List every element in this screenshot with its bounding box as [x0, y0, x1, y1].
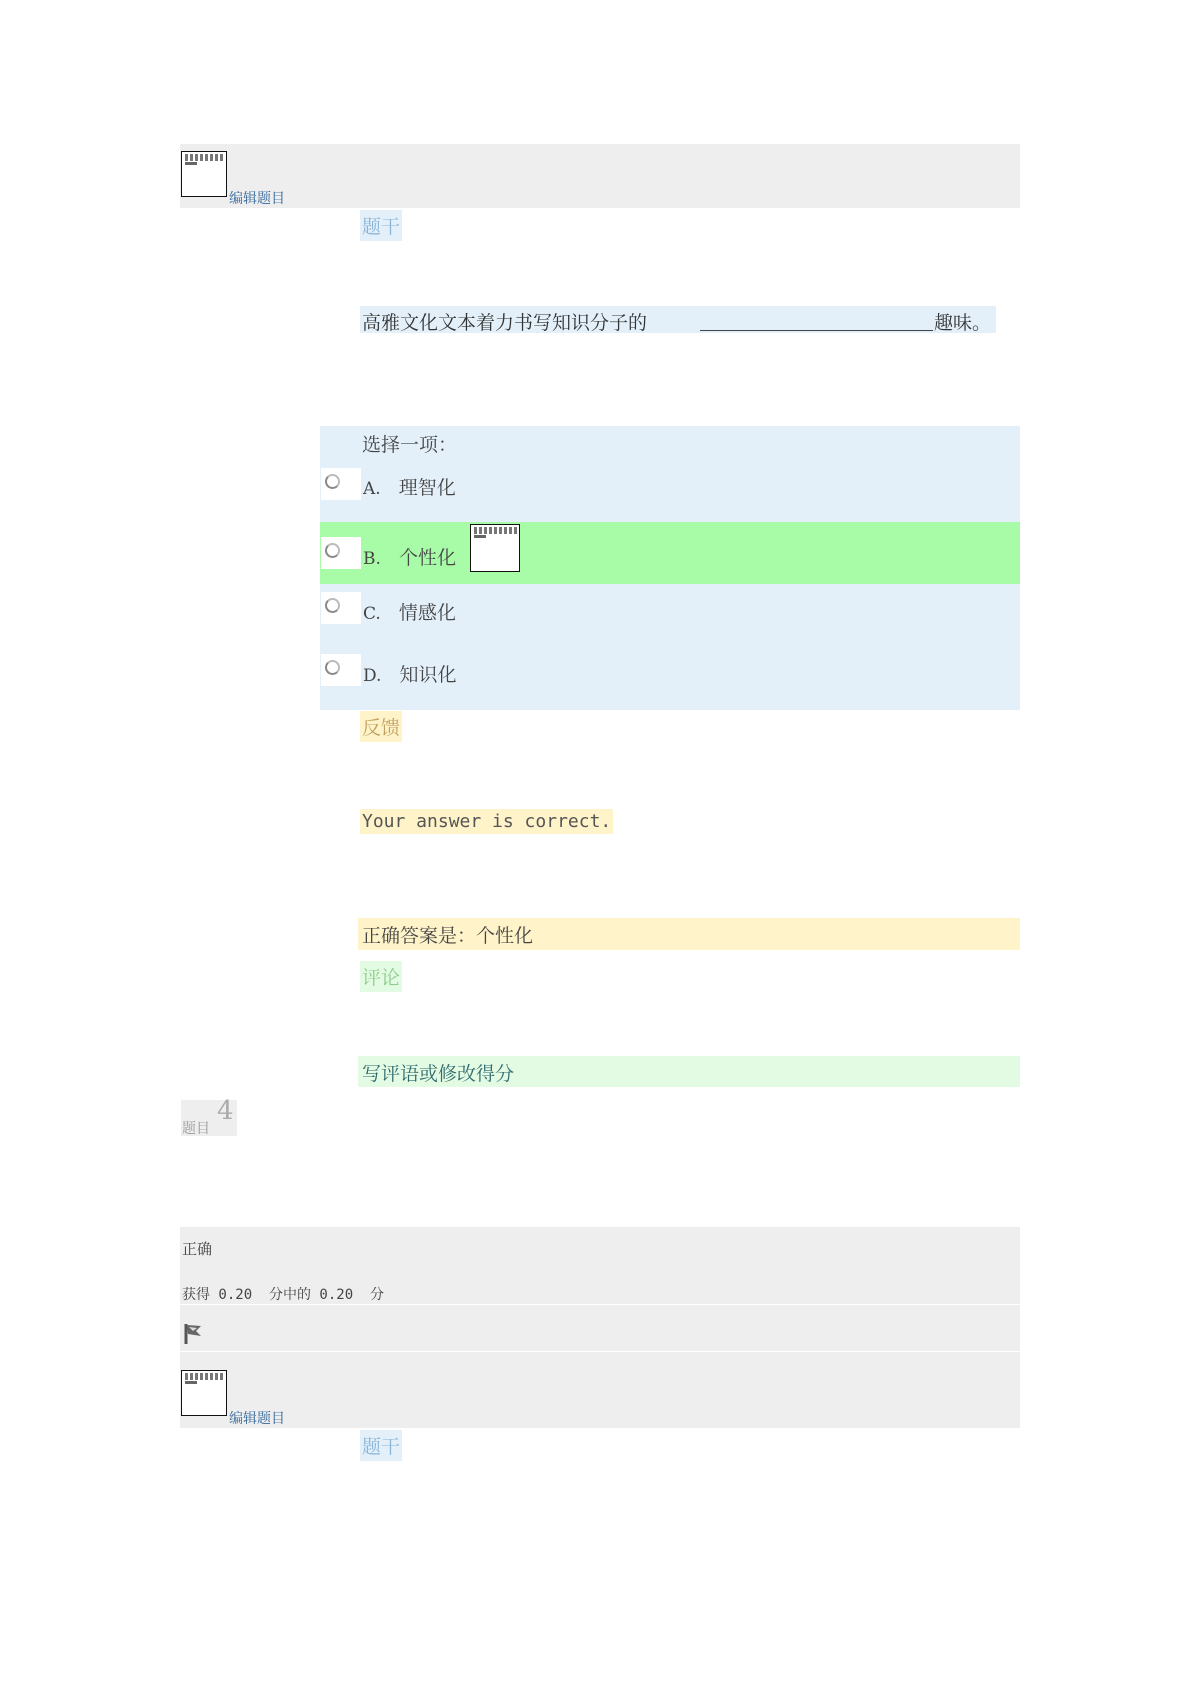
edit-question-link[interactable]: 编辑题目	[229, 191, 285, 207]
choose-prompt: 选择一项：	[362, 434, 458, 456]
question-text-suffix: 趣味。	[934, 312, 992, 334]
radio-circle-icon	[325, 474, 340, 489]
edit-question-link[interactable]: 编辑题目	[229, 1411, 285, 1427]
stem-label: 题干	[360, 1430, 402, 1461]
feedback-label: 反馈	[360, 711, 402, 742]
stem-label: 题干	[360, 210, 402, 241]
question-text-prefix: 高雅文化文本着力书写知识分子的	[362, 312, 648, 334]
radio-circle-icon	[325, 598, 340, 613]
option-text: 个性化	[398, 547, 456, 569]
option-a-radio[interactable]	[321, 468, 361, 500]
option-d[interactable]	[363, 660, 457, 687]
option-a[interactable]	[363, 473, 456, 500]
option-text: 理智化	[398, 477, 456, 499]
flag-icon[interactable]	[184, 1323, 204, 1345]
question-number-box	[181, 1096, 237, 1137]
correct-answer	[358, 918, 1020, 950]
option-b[interactable]	[363, 543, 456, 570]
radio-circle-icon	[325, 660, 340, 675]
feedback-text: Your answer is correct.	[362, 811, 612, 832]
question-number-label: 题目	[182, 1121, 210, 1137]
option-c-radio[interactable]	[321, 592, 361, 624]
question-header-bar	[180, 1352, 1020, 1428]
option-letter: C.	[363, 604, 381, 624]
radio-circle-icon	[325, 543, 340, 558]
option-letter: A.	[363, 479, 381, 499]
comment-label: 评论	[360, 961, 402, 992]
edit-question-icon[interactable]	[181, 1370, 227, 1416]
comment-link[interactable]	[358, 1056, 1020, 1087]
question-status: 正确	[182, 1240, 213, 1258]
question-header-bar	[180, 144, 1020, 208]
edit-question-icon[interactable]	[181, 151, 227, 197]
correct-answer-text: 正确答案是：个性化	[362, 925, 534, 947]
comment-link-text[interactable]: 写评语或修改得分	[362, 1063, 515, 1085]
question-text	[360, 306, 996, 333]
option-letter: D.	[363, 666, 382, 686]
option-c[interactable]	[363, 598, 456, 625]
option-d-radio[interactable]	[321, 654, 361, 686]
question-number: 4	[217, 1096, 234, 1126]
option-b-radio[interactable]	[321, 537, 361, 569]
blank-line	[700, 330, 933, 331]
flag-bar	[180, 1305, 1020, 1351]
correct-mark-icon	[470, 524, 520, 572]
option-letter: B.	[363, 549, 381, 569]
question-score: 获得 0.20 分中的 0.20 分	[182, 1287, 385, 1303]
option-text: 情感化	[398, 602, 456, 624]
option-text: 知识化	[399, 664, 457, 686]
